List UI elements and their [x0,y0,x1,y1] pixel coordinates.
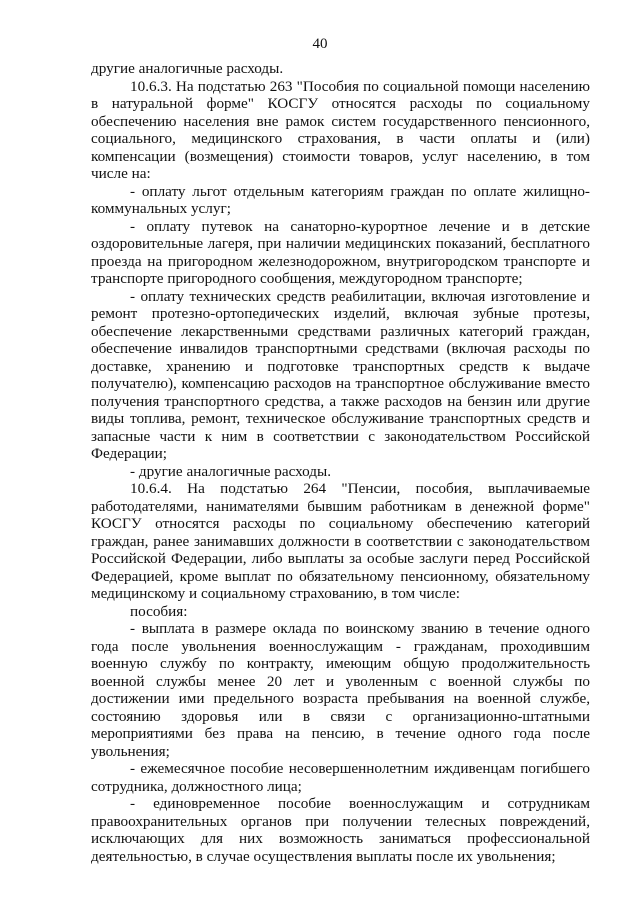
subheading-benefits: пособия: [130,602,188,620]
list-item-monthly-allowance: - ежемесячное пособие несовершеннолетним иждивенцам погибшего сотрудника, должностного лица; [91,760,590,795]
list-item-salary-payment: - выплата в размере оклада по воинскому званию в течение одного года после увольнения военнослужащим - гражданам, проходившим военную службу по контракту, имеющим общую продолжительность военной службы менее 20 лет и уволенным с военной службы по достижении ими предельного возраста пребывания на военной службе, состоянию здоровья или в связи с организационно-штатными мероприятиями без права на пенсию, в течение одного года после увольнения; [91,620,590,760]
paragraph-10-6-4: 10.6.4. На подстатью 264 "Пенсии, пособия, выплачиваемые работодателями, нанимателями бывшим работникам в денежной форме" КОСГУ относятся расходы по социальному обеспечению категорий граждан, ранее занимавших должности в соответствии с законодательством Российской Федерации, либо выплаты за особые заслуги перед Российской Федерацией, кроме выплат по обязательному пенсионному, обязательному медицинскому и социальному страхованию, в том числе: [91,480,590,602]
list-item-lump-sum-allowance: - единовременное пособие военнослужащим и сотрудникам правоохранительных органов при получении телесных повреждений, исключающих для них возможность заниматься профессиональной деятельностью, в случае осуществления выплаты после их увольнения; [91,795,590,865]
paragraph-10-6-3: 10.6.3. На подстатью 263 "Пособия по социальной помощи населению в натуральной форме" КОСГУ относятся расходы по социальному обеспечению населения вне рамок систем государственного пенсионного, социального, медицинского страхования, в части оплаты и (или) компенсации (возмещения) стоимости товаров, услуг населению, в том числе на: [91,77,590,182]
document-body [91,60,590,865]
list-item-other-expenses: - другие аналогичные расходы. [130,462,332,480]
list-item-vouchers-travel: - оплату путевок на санаторно-курортное лечение и в детские оздоровительные лагеря, при наличии медицинских показаний, бесплатного проезда на пригородном железнодорожном, внутригородском транспорте и транспорте пригородного сообщения, междугородном транспорте; [91,217,590,287]
page-number: 40 [312,36,328,52]
paragraph-continuation: другие аналогичные расходы. [91,60,284,77]
list-item-housing-benefits: - оплату льгот отдельным категориям граждан по оплате жилищно-коммунальных услуг; [91,182,590,217]
list-item-rehabilitation-means: - оплату технических средств реабилитации, включая изготовление и ремонт протезно-ортопедических изделий, включая зубные протезы, обеспечение лекарственными средствами различных категорий граждан, обеспечение инвалидов транспортными средствами (включая расходы по доставке, хранению и подготовке транспортных средств к выдаче получателю), компенсацию расходов на транспортное обслуживание вместо получения транспортного средства, а также расходов на бензин или другие виды топлива, ремонт, техническое обслуживание транспортных средств и запасные части к ним в соответствии с законодательством Российской Федерации; [91,287,590,462]
